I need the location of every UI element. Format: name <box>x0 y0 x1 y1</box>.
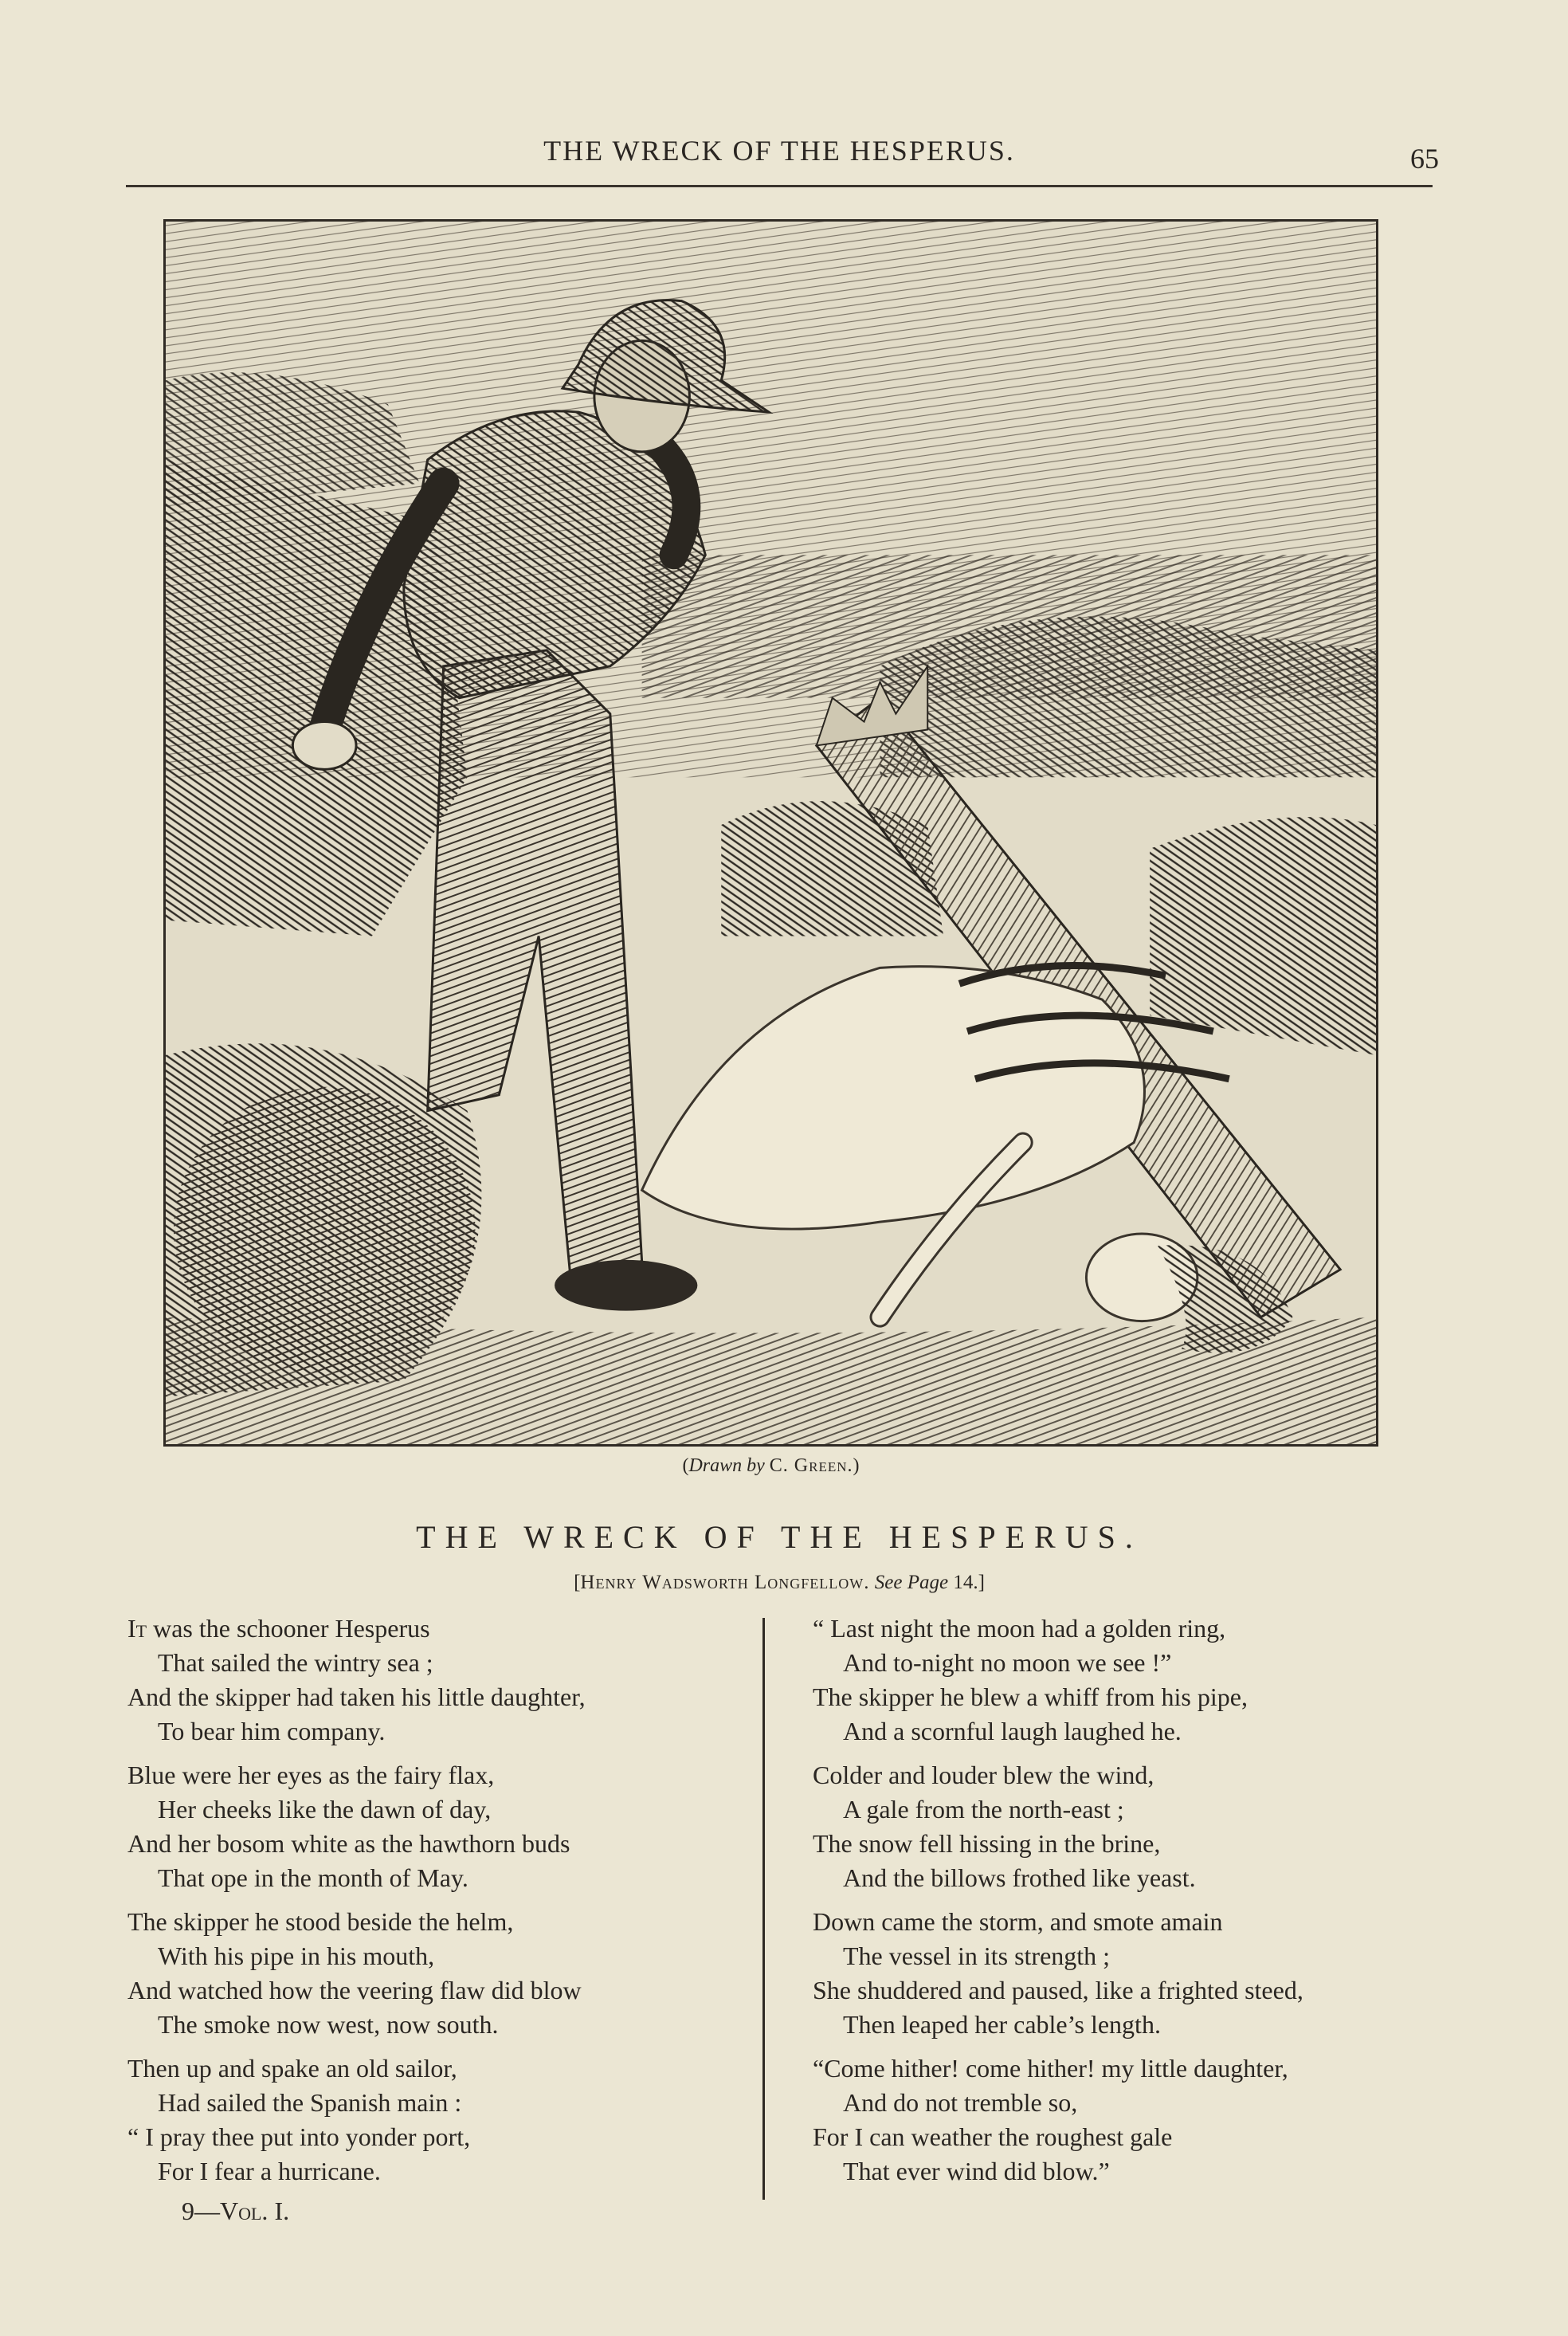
poem-line: She shuddered and paused, like a frighted steed, <box>813 1976 1303 2004</box>
stanza <box>813 1758 1450 1895</box>
poem-line: And to-night no moon we see !” <box>843 1648 1172 1677</box>
poem-line: And a scornful laugh laughed he. <box>843 1717 1182 1745</box>
illustration-caption <box>163 1455 1378 1477</box>
poem-left-column <box>127 1612 757 2198</box>
poem-attribution <box>126 1572 1433 1594</box>
poem-line: The vessel in its strength ; <box>843 1941 1111 1970</box>
poem-line: The skipper he blew a whiff from his pipe, <box>813 1682 1248 1711</box>
poem-line: That sailed the wintry sea ; <box>158 1648 433 1677</box>
caption-close: ) <box>853 1455 860 1476</box>
stanza <box>127 1612 757 1749</box>
poem-line: The skipper he stood beside the helm, <box>127 1907 514 1936</box>
author-name: Henry Wadsworth Longfellow. <box>580 1572 870 1593</box>
page-reference: 14. <box>953 1572 978 1593</box>
signature-number: 9— <box>182 2197 220 2225</box>
poem-title: THE WRECK OF THE HESPERUS. <box>416 1519 1143 1555</box>
stanza <box>813 1612 1450 1749</box>
poem-line: And watched how the veering flaw did blow <box>127 1976 582 2004</box>
column-divider <box>762 1618 765 2200</box>
poem-line: Down came the storm, and smote amain <box>813 1907 1223 1936</box>
poem-line: And the skipper had taken his little daughter, <box>127 1682 586 1711</box>
poem-line: To bear him company. <box>158 1717 386 1745</box>
poem-line: That ope in the month of May. <box>158 1863 468 1892</box>
caption-artist: C. Green. <box>769 1455 853 1476</box>
poem-line <box>127 1612 757 1646</box>
caption-drawn-by: Drawn by <box>688 1455 765 1476</box>
running-head <box>126 134 1439 182</box>
poem-line: And the billows frothed like yeast. <box>843 1863 1196 1892</box>
engraving-illustration <box>163 219 1378 1447</box>
attribution-open: [ <box>574 1572 581 1593</box>
poem-line: Colder and louder blew the wind, <box>813 1761 1154 1789</box>
poem-line: “ Last night the moon had a golden ring, <box>813 1614 1226 1643</box>
stanza <box>127 1758 757 1895</box>
signature-volume-number: I. <box>274 2197 290 2225</box>
poem-line: The snow fell hissing in the brine, <box>813 1829 1161 1858</box>
stanza <box>813 2051 1450 2189</box>
page-number: 65 <box>1410 143 1439 175</box>
caption-open: ( <box>682 1455 689 1476</box>
poem-line: That ever wind did blow.” <box>843 2157 1110 2185</box>
poem-line: “Come hither! come hither! my little daughter, <box>813 2054 1288 2083</box>
running-title: THE WRECK OF THE HESPERUS. <box>543 135 1015 167</box>
signature-mark <box>182 2197 289 2226</box>
signature-vol: Vol. <box>220 2197 269 2225</box>
poem-line: Then up and spake an old sailor, <box>127 2054 457 2083</box>
poem-line: And her bosom white as the hawthorn buds <box>127 1829 570 1858</box>
stanza <box>127 2051 757 2189</box>
poem-line: Had sailed the Spanish main : <box>158 2088 462 2117</box>
poem-line: And do not tremble so, <box>843 2088 1078 2117</box>
see-page-label: See Page <box>874 1572 949 1593</box>
poem-line-text: was the schooner Hesperus <box>153 1614 430 1643</box>
header-rule <box>126 185 1433 187</box>
poem-line: With his pipe in his mouth, <box>158 1941 435 1970</box>
engraving-drawing <box>166 222 1376 1444</box>
poem-right-column <box>813 1612 1450 2198</box>
poem-line: Then leaped her cable’s length. <box>843 2010 1161 2039</box>
stanza <box>813 1905 1450 2042</box>
poem-line: “ I pray thee put into yonder port, <box>127 2122 471 2151</box>
poem-line: Her cheeks like the dawn of day, <box>158 1795 492 1824</box>
attribution-close: ] <box>978 1572 985 1593</box>
poem-line: For I can weather the roughest gale <box>813 2122 1173 2151</box>
stanza <box>127 1905 757 2042</box>
poem-line: The smoke now west, now south. <box>158 2010 499 2039</box>
poem-line: For I fear a hurricane. <box>158 2157 381 2185</box>
poem-line: Blue were her eyes as the fairy flax, <box>127 1761 495 1789</box>
poem-line: A gale from the north-east ; <box>843 1795 1124 1824</box>
drop-word: It <box>127 1614 147 1643</box>
